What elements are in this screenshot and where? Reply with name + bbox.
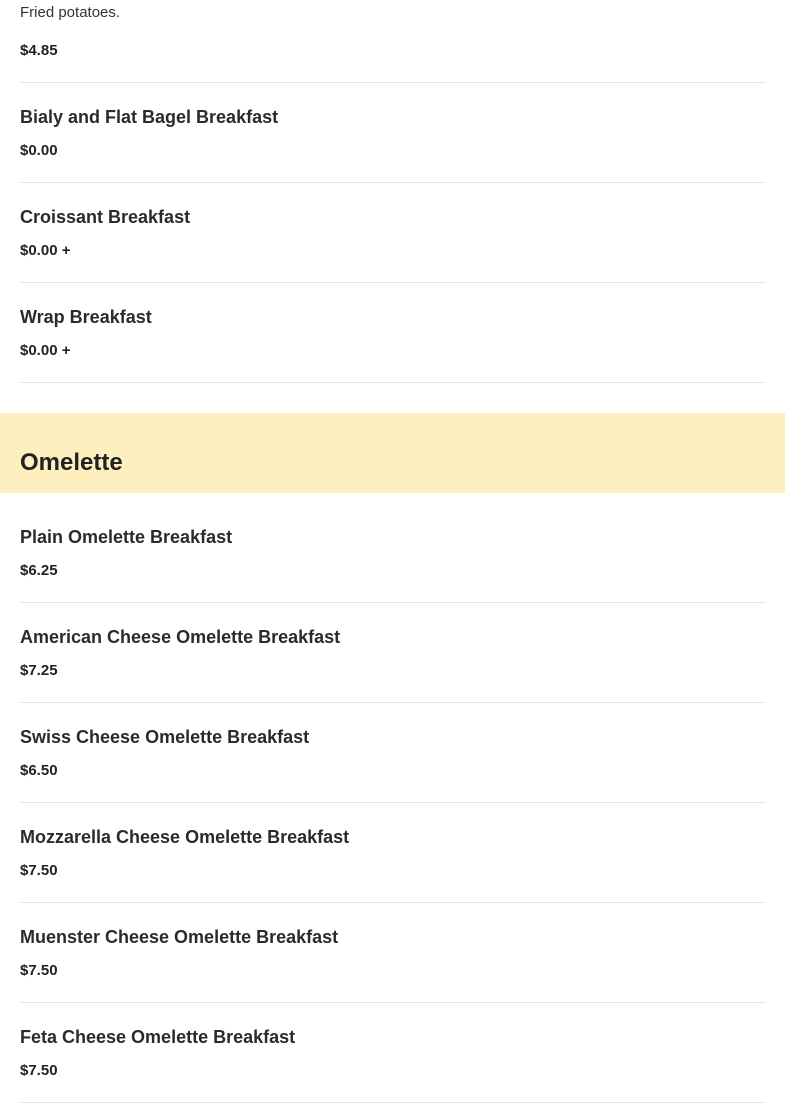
item-name: Croissant Breakfast [20, 207, 191, 227]
item-name: Muenster Cheese Omelette Breakfast [20, 927, 339, 947]
item-price: $6.25 [20, 562, 58, 579]
menu-item-wrap-breakfast[interactable] [20, 283, 766, 383]
item-name: American Cheese Omelette Breakfast [20, 627, 341, 647]
menu-item[interactable] [20, 0, 766, 83]
item-name: Mozzarella Cheese Omelette Breakfast [20, 827, 350, 847]
menu-item-mozzarella-cheese-omelette-breakfast[interactable] [20, 803, 766, 903]
menu-item-feta-cheese-omelette-breakfast[interactable] [20, 1003, 766, 1103]
item-name: Feta Cheese Omelette Breakfast [20, 1027, 296, 1047]
section-title: Omelette [20, 449, 123, 476]
item-price: $7.25 [20, 662, 58, 679]
item-price: $4.85 [20, 42, 58, 59]
menu-item-swiss-cheese-omelette-breakfast[interactable] [20, 703, 766, 803]
item-name: Plain Omelette Breakfast [20, 527, 233, 547]
menu-item-croissant-breakfast[interactable] [20, 183, 766, 283]
item-price: $0.00 [20, 142, 58, 159]
item-price: $0.00 + [20, 342, 71, 359]
menu-item-american-cheese-omelette-breakfast[interactable] [20, 603, 766, 703]
item-name: Swiss Cheese Omelette Breakfast [20, 727, 310, 747]
item-name: Bialy and Flat Bagel Breakfast [20, 107, 279, 127]
item-price: $6.50 [20, 762, 58, 779]
item-price: $7.50 [20, 862, 58, 879]
item-price: $0.00 + [20, 242, 71, 259]
item-price: $7.50 [20, 962, 58, 979]
menu-item-bialy-flat-bagel-breakfast[interactable] [20, 83, 766, 183]
item-name: Wrap Breakfast [20, 307, 152, 327]
menu-item-plain-omelette-breakfast[interactable] [20, 503, 766, 603]
item-price: $7.50 [20, 1062, 58, 1079]
item-description: Fried potatoes. [20, 4, 121, 21]
menu-item-muenster-cheese-omelette-breakfast[interactable] [20, 903, 766, 1003]
